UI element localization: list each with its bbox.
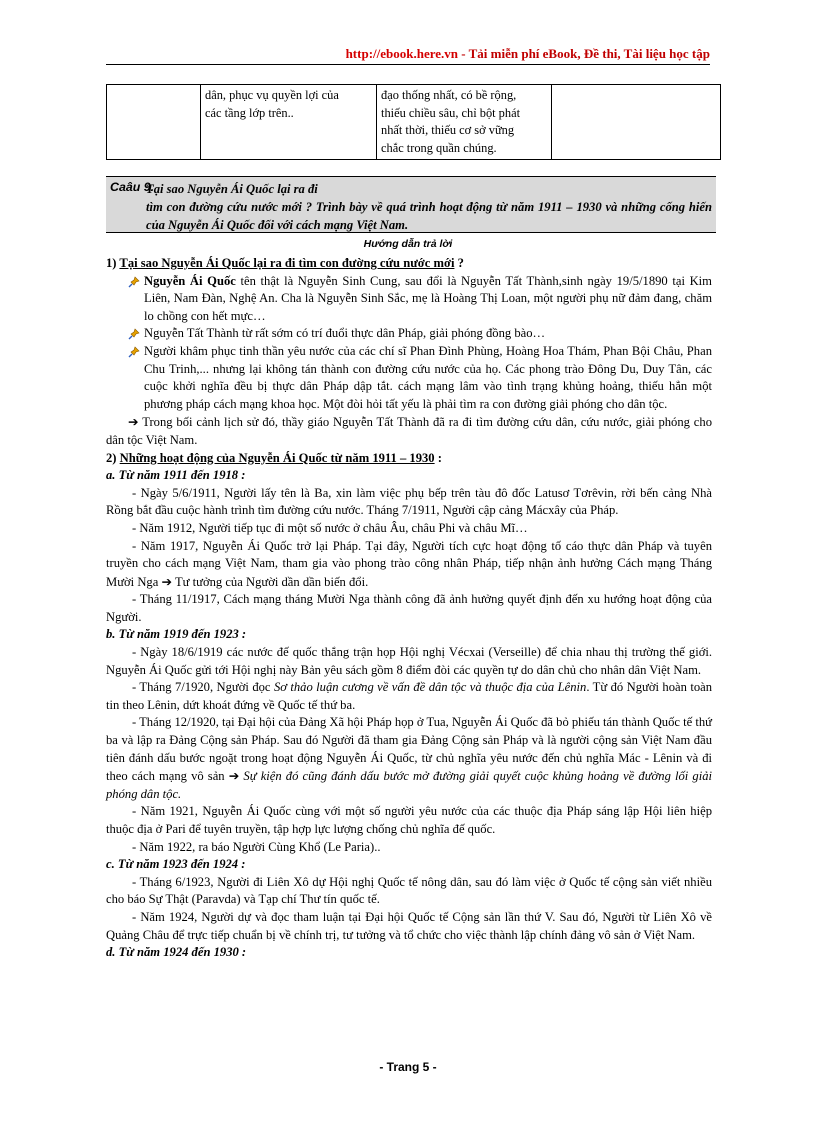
cell-line: đạo thống nhất, có bề rộng,	[381, 88, 517, 102]
conclusion-text: Trong bối cảnh lịch sử đó, thầy giáo Nguyễn Tất Thành đã ra đi tìm đường cứu dân, cứu nước, giải phóng cho dân tộc Việt Nam.	[106, 415, 712, 447]
paragraph: - Năm 1922, ra báo Người Cùng Khổ (Le Paria)..	[132, 839, 381, 854]
cell-line: chắc trong quần chúng.	[381, 140, 497, 155]
italic-title: Sơ thảo luận cương về vấn đề dân tộc và thuộc địa của Lênin	[273, 680, 587, 695]
cell-line: các tầng lớp trên..	[205, 105, 294, 120]
question-box	[106, 176, 716, 233]
question-rest: tìm con đường cứu nước mới ? Trình bày về quá trình hoạt động từ năm 1911 – 1930 và những cống hiến của Nguyễn Ái Quốc đối với cách mạng Việt Nam.	[146, 200, 712, 232]
paragraph: - Ngày 18/6/1919 các nước đế quốc thắng trận họp Hội nghị Vécxai (Verseille) để chia nhau thị trường thế giới. Nguyễn Ái Quốc gửi tới Hội nghị này Bản yêu sách gồm 8 điểm đòi các quyền tự do dân chủ cho nhân dân Việt Nam.	[106, 645, 712, 677]
paragraph-text: . Từ đó Người hoàn toàn tin theo Lênin, dứt khoát đứng về Quốc tế thứ ba.	[106, 680, 712, 712]
section1-title: Tại sao Nguyễn Ái Quốc lại ra đi tìm con đường cứu nước mới	[119, 256, 455, 270]
document-body	[106, 255, 712, 962]
right-arrow-icon: ➔	[161, 573, 173, 589]
section2-heading	[106, 450, 712, 468]
subsection-b-title: b. Từ năm 1919 đến 1923 :	[106, 627, 247, 642]
table-cell-col3	[377, 85, 552, 160]
header-tagline: - Tải miễn phí eBook, Đề thi, Tài liệu học tập	[458, 46, 710, 61]
cell-line: dân, phục vụ quyền lợi của	[205, 88, 339, 102]
question-line1: Tại sao Nguyễn Ái Quốc lại ra đi	[146, 182, 318, 196]
conclusion-paragraph	[106, 413, 712, 449]
bullet-text: Người khâm phục tinh thần yêu nước của các chí sĩ Phan Đình Phùng, Hoàng Hoa Thám, Phan Bội Châu, Phan Chu Trinh,... nhưng lại không tán thành con đường cứu nước của họ. Các phong trào Đông Du, Duy Tân, các cuộc khởi nghĩa đều bị thực dân Pháp dập tắt. cách mạng lâm vào tình trạng khủng hoảng, thiếu hẳn một phương pháp cách mạng khoa học. Một đòi hỏi tất yếu là phải tìm ra con đường giải phóng cho dân tộc.	[144, 343, 712, 411]
page-number: - Trang 5 -	[379, 1060, 437, 1074]
paragraph: - Tháng 11/1917, Cách mạng tháng Mười Nga thành công đã ảnh hưởng quyết định đến xu hướng hoạt động của Người.	[106, 592, 712, 624]
bullet-item	[106, 343, 712, 413]
pushpin-bullet-icon	[128, 276, 140, 288]
bullet-item	[106, 325, 712, 343]
section-number: 2)	[106, 450, 120, 465]
paragraph-text: - Tháng 7/1920, Người đọc	[132, 680, 274, 695]
header-url-link[interactable]: http://ebook.here.vn	[345, 46, 459, 61]
bullet-item	[106, 273, 712, 326]
section2-title: Những hoạt động của Nguyễn Ái Quốc từ năm 1911 – 1930	[119, 450, 435, 465]
right-arrow-icon: ➔	[128, 414, 139, 430]
pushpin-bullet-icon	[128, 328, 140, 340]
bullet-text: tên thật là Nguyễn Sinh Cung, sau đổi là Nguyễn Tất Thành,sinh ngày 19/5/1890 tại Kim Liên, Nam Đàn, Nghệ An. Cha là Nguyễn Sinh Sắc, mẹ là Hoàng Thị Loan, một người phụ nữ đảm đang, chăm lo chồng con hết mực…	[144, 273, 712, 323]
paragraph: - Năm 1912, Người tiếp tục đi một số nước ở châu Âu, châu Phi và châu Mĩ…	[132, 520, 528, 535]
paragraph: - Năm 1921, Nguyễn Ái Quốc cùng với một số người yêu nước của các thuộc địa Pháp sáng lập Hội liên hiệp thuộc địa ở Pari để tuyên truyền, tập hợp lực lượng chống chủ nghĩa đế quốc.	[106, 804, 712, 836]
subsection-a-title: a. Từ năm 1911 đến 1918 :	[106, 468, 246, 483]
subsection-c-title: c. Từ năm 1923 đến 1924 :	[106, 857, 246, 872]
answer-guide-heading: Hướng dẫn trả lời	[363, 238, 453, 250]
table-cell-col1	[107, 85, 201, 160]
paragraph	[106, 679, 712, 714]
table-cell-col4	[552, 85, 721, 160]
question-text	[146, 180, 712, 234]
bullet-text: Nguyễn Tất Thành từ rất sớm có trí đuổi thực dân Pháp, giải phóng đồng bào…	[144, 326, 546, 341]
paragraph: - Năm 1924, Người dự và đọc tham luận tại Đại hội Quốc tế Cộng sản lần thứ V. Sau đó, Người từ Liên Xô về Quảng Châu để trực tiếp chuẩn bị về chính trị, tư tưởng và tổ chức cho việc thành lập chính đảng vô sản ở Việt Nam.	[106, 909, 712, 942]
italic-text: Sự kiện đó cũng đánh dấu bước mở đường giải quyết cuộc khủng hoảng về đường lối giải phóng dân tộc.	[106, 769, 713, 801]
section-number: 1)	[106, 256, 120, 270]
comparison-table-continuation	[106, 84, 721, 160]
paragraph-text: - Tháng 12/1920, tại Đại hội của Đảng Xã hội Pháp họp ở Tua, Nguyễn Ái Quốc đã bỏ phiếu tán thành Quốc tế thứ ba và lập ra Đảng Cộng sản Pháp. Sau đó Người đã tham gia Đảng Cộng sản Pháp và là người cộng sản Việt Nam đầu tiên đánh dấu bước ngoặt trong hoạt động Nguyễn Ái Quốc, từ chủ nghĩa yêu nước đến chủ nghĩa Mác - Lênin và đi theo cách mạng vô sản	[106, 715, 712, 784]
cell-line: thiếu chiều sâu, chỉ bột phát	[381, 105, 521, 120]
paragraph-text: Tư tưởng của Người dần dần biến đổi.	[172, 574, 369, 589]
question-label: Caâu 9.	[110, 180, 155, 194]
paragraph: - Ngày 5/6/1911, Người lấy tên là Ba, xin làm việc phụ bếp trên tàu đô đốc Latusơ Tơrêvin, rời bến cảng Nhà Rồng bắt đầu cuộc hành trình tìm đường cứu nước. Tháng 7/1911, Người cập cảng Mácxây của Pháp.	[106, 485, 712, 518]
paragraph-text: - Năm 1917, Nguyễn Ái Quốc trở lại Pháp. Tại đây, Người tích cực hoạt động tố cáo thực dân Pháp và tuyên truyền cho cách mạng Việt Nam, tham gia vào phong trào công nhân Pháp, tiếp nhận ảnh hưởng Cách mạng Tháng Mười Nga	[106, 538, 712, 589]
right-arrow-icon: ➔	[228, 768, 240, 784]
page-header	[106, 46, 710, 65]
table-cell-col2	[201, 85, 377, 160]
paragraph	[106, 538, 712, 592]
name-bold: Nguyễn Ái Quốc	[144, 273, 236, 288]
cell-line: nhất thời, thiếu cơ sở vững	[381, 123, 515, 137]
paragraph	[106, 714, 712, 803]
section1-heading	[106, 255, 712, 273]
section-punct: :	[434, 450, 442, 465]
section-punct: ?	[454, 256, 464, 270]
subsection-d-title: d. Từ năm 1924 đến 1930 :	[106, 945, 247, 960]
paragraph: - Tháng 6/1923, Người đi Liên Xô dự Hội nghị Quốc tế nông dân, sau đó làm việc ở Quốc tế cộng sản viết nhiều cho báo Sự Thật (Paravda) và Tạp chí Thư tín quốc tế.	[106, 874, 712, 907]
pushpin-bullet-icon	[128, 346, 140, 358]
